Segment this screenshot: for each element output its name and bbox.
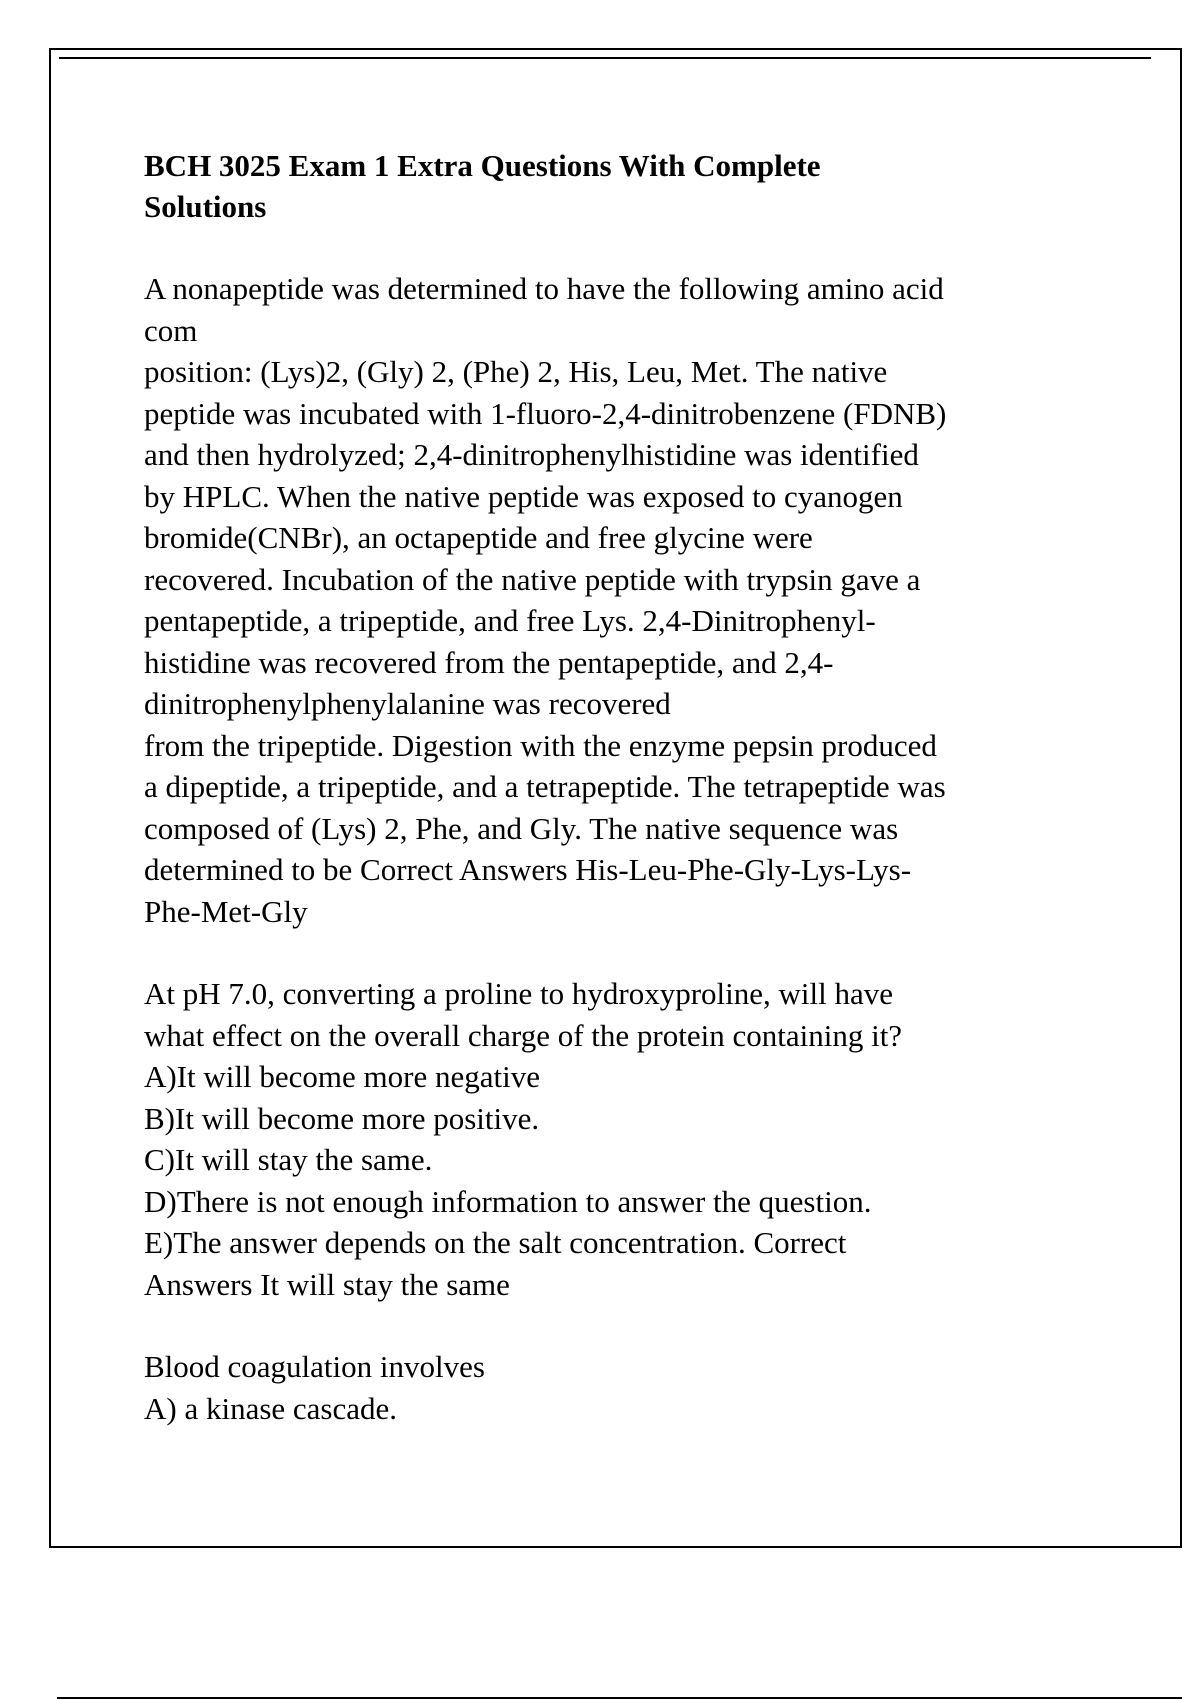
text-line: and then hydrolyzed; 2,4-dinitrophenylhistidine was identified — [144, 437, 919, 472]
text-line: what effect on the overall charge of the protein containing it? — [144, 1017, 903, 1053]
text-line: Phe-Met-Gly — [144, 893, 308, 929]
header-rule — [59, 57, 1151, 59]
answer-option-e: E)The answer depends on the salt concentration. Correct — [144, 1225, 847, 1260]
text-line: recovered. Incubation of the native peptide with trypsin gave a — [144, 561, 921, 597]
text-line: from the tripeptide. Digestion with the enzyme pepsin produced — [144, 727, 937, 763]
text-line: dinitrophenylphenylalanine was recovered — [144, 686, 671, 721]
text-line: A nonapeptide was determined to have the following amino acid — [144, 271, 944, 306]
answer-option-a: A) a kinase cascade. — [144, 1390, 398, 1426]
text-line: histidine was recovered from the pentapeptide, and 2,4- — [144, 644, 834, 680]
answer-option-c: C)It will stay the same. — [144, 1142, 433, 1177]
text-line: com — [144, 312, 198, 348]
title-line: BCH 3025 Exam 1 Extra Questions With Complete — [144, 148, 821, 183]
question-3 — [144, 1346, 1104, 1429]
answer-option-b: B)It will become more positive. — [144, 1100, 540, 1136]
answer-option-d: D)There is not enough information to answer the question. — [144, 1183, 872, 1219]
footer-rule — [57, 1697, 1182, 1699]
text-line: a dipeptide, a tripeptide, and a tetrapeptide. The tetrapeptide was — [144, 769, 946, 804]
text-line: peptide was incubated with 1-fluoro-2,4-dinitrobenzene (FDNB) — [144, 395, 947, 431]
question-2 — [144, 973, 1104, 1305]
text-line: Blood coagulation involves — [144, 1349, 485, 1384]
text-line: by HPLC. When the native peptide was exposed to cyanogen — [144, 478, 903, 514]
text-line: At pH 7.0, converting a proline to hydroxyproline, will have — [144, 976, 894, 1011]
document-body — [144, 145, 1104, 1429]
text-line: bromide(CNBr), an octapeptide and free glycine were — [144, 520, 813, 555]
answer-option-a: A)It will become more negative — [144, 1059, 540, 1094]
text-line: Answers It will stay the same — [144, 1266, 510, 1302]
question-1 — [144, 268, 1104, 932]
document-title — [144, 145, 1104, 227]
text-line: determined to be Correct Answers His-Leu-Phe-Gly-Lys-Lys- — [144, 852, 912, 887]
text-line: composed of (Lys) 2, Phe, and Gly. The native sequence was — [144, 810, 899, 846]
title-line: Solutions — [144, 189, 267, 224]
text-line: position: (Lys)2, (Gly) 2, (Phe) 2, His, Leu, Met. The native — [144, 354, 888, 389]
text-line: pentapeptide, a tripeptide, and free Lys. 2,4-Dinitrophenyl- — [144, 603, 876, 638]
